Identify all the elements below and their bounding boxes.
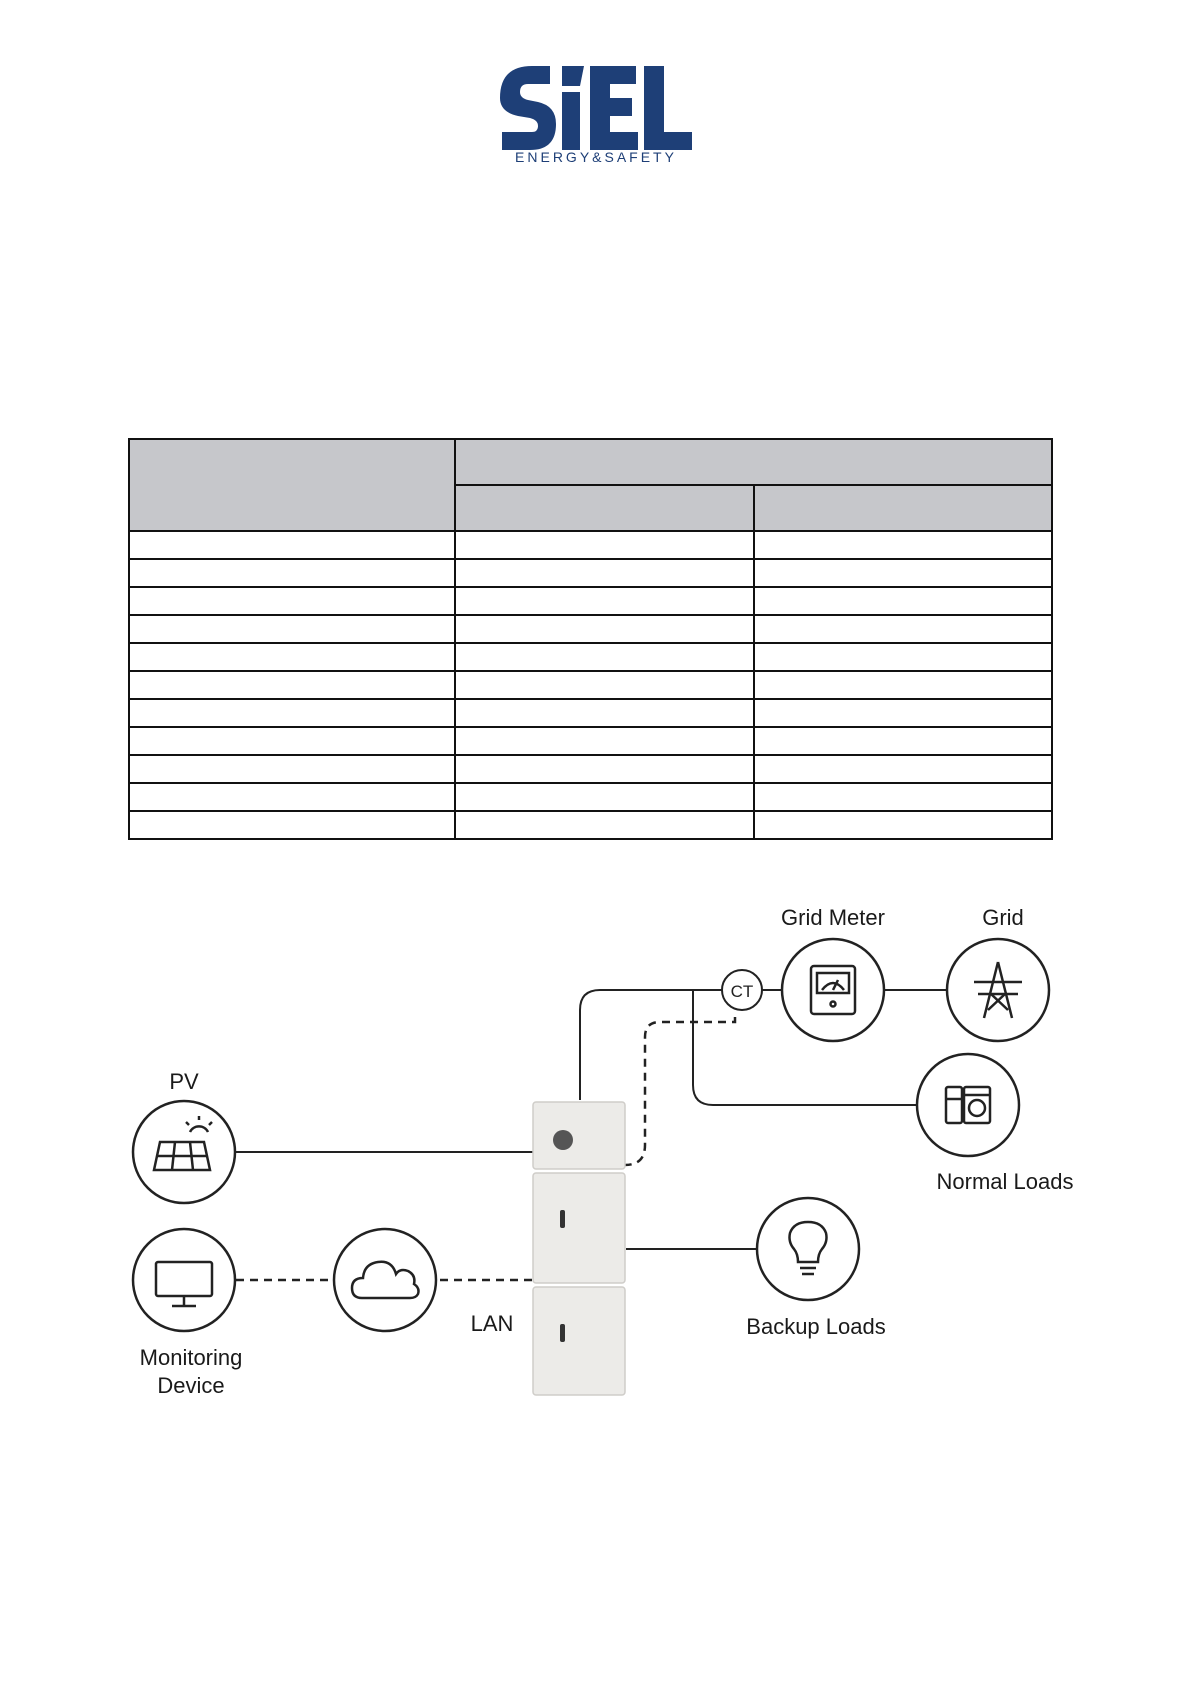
table-cell xyxy=(754,531,1053,559)
normal-loads-node xyxy=(917,1054,1073,1194)
table-cell xyxy=(455,587,754,615)
table-cell xyxy=(455,643,754,671)
ac-line xyxy=(580,990,722,1100)
table-row xyxy=(129,783,1052,811)
table-cell xyxy=(129,643,455,671)
table-header-cell xyxy=(455,439,1052,485)
normal-loads-label: Normal Loads xyxy=(936,1169,1074,1194)
lan-label: LAN xyxy=(470,1311,514,1336)
table-cell xyxy=(455,671,754,699)
table-row xyxy=(129,699,1052,727)
table-cell xyxy=(754,783,1053,811)
table-row xyxy=(129,727,1052,755)
table-header-row xyxy=(129,439,1052,485)
table-cell xyxy=(754,671,1053,699)
pv-label: PV xyxy=(169,1069,199,1094)
grid-node xyxy=(947,905,1049,1041)
ct-label: CT xyxy=(730,982,754,1001)
battery-module-2 xyxy=(533,1287,625,1395)
table-cell xyxy=(455,783,754,811)
monitoring-device-node xyxy=(133,1229,242,1398)
table-cell xyxy=(129,587,455,615)
table-cell xyxy=(129,727,455,755)
table-row xyxy=(129,587,1052,615)
table-cell xyxy=(754,643,1053,671)
pv-node xyxy=(133,1069,235,1203)
table-cell xyxy=(455,699,754,727)
table-cell xyxy=(129,531,455,559)
table-cell xyxy=(754,727,1053,755)
inverter-indicator xyxy=(553,1130,573,1150)
grid-label: Grid xyxy=(982,905,1024,930)
table-cell xyxy=(129,671,455,699)
ct-signal-line xyxy=(625,1017,735,1165)
table-cell xyxy=(754,559,1053,587)
system-diagram xyxy=(0,880,1191,1420)
monitoring-label-line1: Monitoring xyxy=(139,1345,243,1370)
cloud-node xyxy=(334,1229,436,1331)
table-row xyxy=(129,671,1052,699)
table-row xyxy=(129,531,1052,559)
table-header-cell xyxy=(129,439,455,531)
table-row xyxy=(129,615,1052,643)
table-cell xyxy=(455,559,754,587)
inverter-unit xyxy=(533,1102,625,1169)
monitoring-label-line2: Device xyxy=(157,1373,225,1398)
table-cell xyxy=(455,531,754,559)
table-cell xyxy=(129,699,455,727)
ct-sensor xyxy=(722,970,762,1010)
table-cell xyxy=(129,783,455,811)
table-header-cell xyxy=(754,485,1053,531)
spec-table xyxy=(128,438,1053,840)
table-cell xyxy=(455,727,754,755)
battery-module-1 xyxy=(533,1173,625,1283)
table-cell xyxy=(754,755,1053,783)
table-cell xyxy=(129,811,455,839)
table-cell xyxy=(754,587,1053,615)
table-cell xyxy=(455,811,754,839)
table-cell xyxy=(129,559,455,587)
table-cell xyxy=(129,755,455,783)
grid-meter-label: Grid Meter xyxy=(781,905,885,930)
backup-loads-node xyxy=(746,1198,885,1339)
grid-meter-node xyxy=(781,905,885,1041)
table-header-cell xyxy=(455,485,754,531)
table-row xyxy=(129,755,1052,783)
table-cell xyxy=(754,615,1053,643)
backup-loads-label: Backup Loads xyxy=(746,1314,886,1339)
table-row xyxy=(129,559,1052,587)
table-cell xyxy=(455,615,754,643)
table-row xyxy=(129,643,1052,671)
table-row xyxy=(129,811,1052,839)
inverter-battery-stack xyxy=(533,1102,625,1395)
table-cell xyxy=(129,615,455,643)
table-cell xyxy=(754,811,1053,839)
logo-tagline: ENERGY&SAFETY xyxy=(515,149,677,165)
table-cell xyxy=(455,755,754,783)
table-cell xyxy=(754,699,1053,727)
